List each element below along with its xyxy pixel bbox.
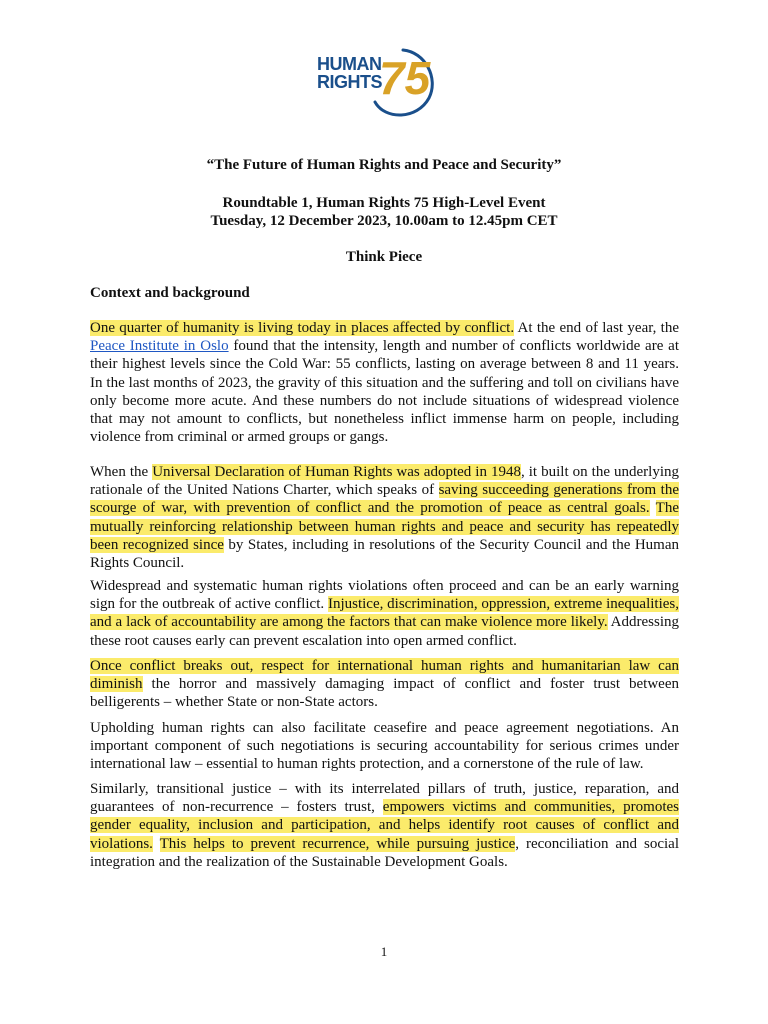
text-run: Similarly, transitional justice – with its interrelated pillars of truth, justice, reparation, and guarantees of non-recurrence – fosters trust,: [90, 781, 679, 816]
highlight: Universal Declaration of Human Rights was adopted in 1948: [152, 464, 521, 480]
logo-text-rights: RIGHTS: [317, 72, 383, 92]
paragraph-1: [90, 319, 679, 446]
peace-institute-link[interactable]: Peace Institute in Oslo: [90, 338, 229, 355]
highlight: empowers victims and communities, promotes gender equality, inclusion and participation, and helps identify root causes of conflict and violations.: [90, 799, 679, 852]
logo-text-human: HUMAN: [317, 54, 382, 74]
text-run: [650, 500, 656, 516]
highlight: The mutually reinforcing relationship between human rights and peace and security has repeatedly been recognized since: [90, 500, 679, 553]
paragraph-5: [90, 719, 679, 774]
text-run: by States, including in resolutions of the Security Council and the Human Rights Council.: [90, 536, 679, 572]
text-run: Widespread and systematic human rights violations often proceed and can be an early warning sign for the outbreak of active conflict.: [90, 578, 679, 613]
page-number: 1: [380, 944, 388, 959]
text-run: the horror and massively damaging impact of conflict and foster trust between belligerents – whether State or non-State actors.: [90, 676, 679, 711]
text-run: [153, 836, 160, 852]
highlight: Injustice, discrimination, oppression, extreme inequalities, and a lack of accountability are among the factors that can make violence more likely.: [90, 596, 680, 631]
text-run: At the end of last year, the: [514, 320, 680, 336]
logo-number: 75: [379, 52, 431, 104]
text-run: , reconciliation and social integration and the realization of the Sustainable Development Goals.: [90, 835, 680, 870]
paragraph-3: [90, 577, 679, 650]
piece-type: Think Piece: [345, 249, 423, 265]
event-line-1: Roundtable 1, Human Rights 75 High-Level Event: [222, 195, 546, 211]
highlight: One quarter of humanity is living today in places affected by conflict.: [90, 320, 515, 336]
text-run: Addressing these root causes early can prevent escalation into open armed conflict.: [90, 614, 679, 649]
highlight: saving succeeding generations from the scourge of war, with prevention of conflict and the promotion of peace as central goals.: [90, 482, 679, 517]
highlight: This helps to prevent recurrence, while pursuing justice: [159, 835, 516, 852]
text-run: Upholding human rights can also facilitate ceasefire and peace agreement negotiations. An important component of such negotiations is securing accountability for serious crimes under international law – essential to human rights protection, and a cornerstone of the rule of law.: [90, 720, 679, 773]
event-line-2: Tuesday, 12 December 2023, 10.00am to 12.45pm CET: [210, 213, 558, 229]
paragraph-4: [90, 657, 679, 712]
text-run: found that the intensity, length and number of conflicts worldwide are at their highest levels since the Cold War: 55 conflicts, lasting on average between 8 and 11 years. In the last months of 2023, the gravity of this situation and the suffering and toll on civilians have only become more acute. And these numbers do not include situations of widespread violence that may not amount to conflicts, but nonetheless inflict immense harm on people, including violence from criminal or armed groups or gangs.: [90, 338, 679, 446]
text-run: When the: [90, 464, 153, 480]
paragraph-6: [90, 780, 679, 871]
text-run: , it built on the underlying rationale of the United Nations Charter, which speaks of: [90, 464, 680, 499]
section-heading: Context and background: [90, 285, 250, 301]
human-rights-75-logo: [317, 40, 439, 124]
highlight: Once conflict breaks out, respect for international human rights and humanitarian law can diminish: [90, 658, 679, 693]
paragraph-2: [90, 463, 679, 572]
document-title: “The Future of Human Rights and Peace and Security”: [206, 157, 562, 173]
